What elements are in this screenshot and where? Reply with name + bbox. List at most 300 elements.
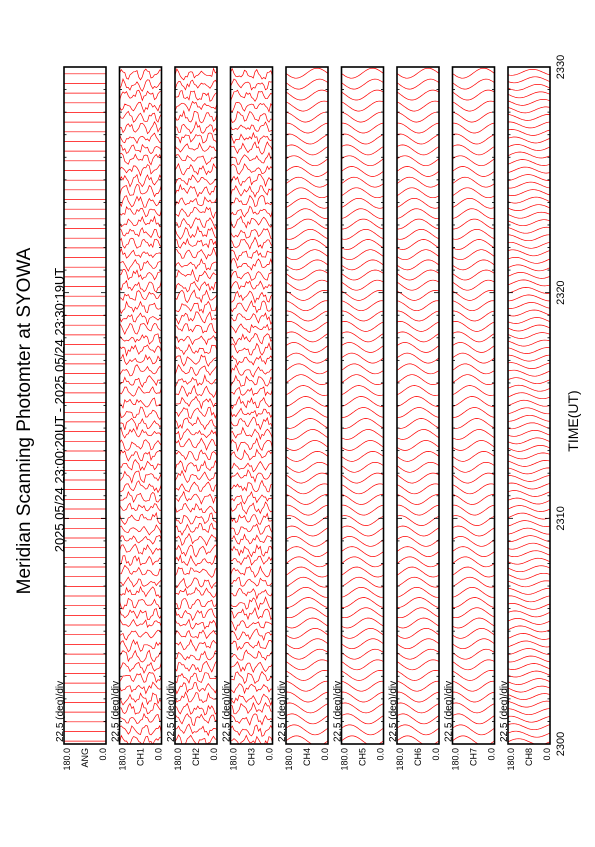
trace-line <box>286 332 328 342</box>
trace-line <box>120 609 162 620</box>
trace-line <box>231 650 273 660</box>
trace-line <box>120 376 162 387</box>
trace-line <box>453 386 495 396</box>
trace-line <box>120 145 162 154</box>
trace-line <box>286 188 328 198</box>
trace-line <box>508 295 550 301</box>
trace-line <box>231 439 273 451</box>
trace-line <box>453 587 495 597</box>
trace-line <box>397 123 439 133</box>
trace-line <box>342 495 384 505</box>
trace-line <box>120 260 162 271</box>
trace-line <box>342 547 384 557</box>
trace-line <box>175 504 217 513</box>
trace-line <box>286 598 328 608</box>
trace-line <box>286 462 328 472</box>
trace-line <box>342 321 384 331</box>
trace-line <box>120 90 162 101</box>
trace-line <box>231 324 273 333</box>
trace-line <box>286 495 328 505</box>
trace-line <box>175 375 217 387</box>
trace-line <box>342 188 384 198</box>
trace-line <box>175 386 217 398</box>
trace-line <box>397 419 439 429</box>
trace-line <box>508 333 550 339</box>
trace-line <box>508 491 550 497</box>
trace-line <box>120 460 162 471</box>
trace-line <box>342 198 384 208</box>
y-bottom-label: 0.0 <box>209 748 219 761</box>
trace-line <box>286 639 328 649</box>
trace-line <box>397 219 439 229</box>
trace-line <box>342 167 384 177</box>
trace-line <box>397 311 439 321</box>
trace-line <box>120 535 162 544</box>
trace-line <box>231 301 273 313</box>
trace-line <box>342 671 384 681</box>
trace-line <box>453 628 495 638</box>
panel-ch3 <box>222 67 275 771</box>
trace-line <box>231 175 273 187</box>
trace-line <box>342 505 384 515</box>
trace-line <box>397 587 439 597</box>
trace-line <box>175 692 217 702</box>
trace-line <box>508 250 550 256</box>
trace-line <box>453 505 495 515</box>
trace-line <box>508 528 550 534</box>
trace-line <box>120 207 162 217</box>
trace-line <box>508 506 550 512</box>
trace-line <box>175 534 217 546</box>
trace-line <box>286 608 328 618</box>
trace-line <box>175 704 217 715</box>
trace-line <box>175 197 217 207</box>
trace-line <box>175 218 217 229</box>
channel-label: CH5 <box>357 748 368 767</box>
trace-line <box>286 209 328 219</box>
trace-line <box>175 345 217 355</box>
trace-line <box>120 672 162 682</box>
trace-line <box>342 250 384 260</box>
trace-line <box>120 577 162 587</box>
trace-line <box>286 123 328 133</box>
trace-line <box>508 152 550 158</box>
trace-line <box>175 599 217 610</box>
trace-line <box>231 271 273 280</box>
y-bottom-label: 0.0 <box>431 748 441 761</box>
trace-line <box>286 301 328 311</box>
trace-line <box>120 618 162 627</box>
trace-line <box>342 343 384 353</box>
trace-line <box>175 69 217 80</box>
trace-line <box>397 90 439 100</box>
trace-line <box>508 363 550 369</box>
trace-line <box>453 703 495 713</box>
trace-line <box>286 311 328 321</box>
panel-traces <box>175 69 217 746</box>
trace-line <box>397 681 439 691</box>
panel-frame <box>120 67 162 744</box>
trace-line <box>453 419 495 429</box>
trace-line <box>175 207 217 218</box>
trace-line <box>508 355 550 361</box>
trace-line <box>175 365 217 376</box>
trace-line <box>231 608 273 619</box>
trace-line <box>286 240 328 250</box>
trace-line <box>342 577 384 587</box>
trace-line <box>453 639 495 649</box>
trace-line <box>342 516 384 526</box>
trace-line <box>175 175 217 185</box>
trace-line <box>453 290 495 300</box>
trace-line <box>397 547 439 557</box>
trace-line <box>453 79 495 89</box>
trace-line <box>231 703 273 714</box>
trace-line <box>120 313 162 324</box>
trace-line <box>342 209 384 219</box>
scale-label: 22.5 (deg)/div <box>499 680 510 742</box>
trace-line <box>120 503 162 511</box>
trace-line <box>231 620 273 630</box>
trace-line <box>175 80 217 90</box>
trace-line <box>286 408 328 418</box>
trace-line <box>286 198 328 208</box>
panel-ch6 <box>388 67 441 771</box>
trace-line <box>397 68 439 78</box>
trace-line <box>508 408 550 414</box>
x-tick-label: 2300 <box>555 731 567 757</box>
trace-line <box>453 608 495 618</box>
trace-line <box>231 514 273 525</box>
trace-line <box>508 175 550 181</box>
trace-line <box>286 375 328 385</box>
channel-label: CH2 <box>191 748 201 767</box>
trace-line <box>342 397 384 407</box>
trace-line <box>342 240 384 250</box>
trace-line <box>175 545 217 557</box>
scale-label: 22.5 (deg)/div <box>221 680 233 742</box>
scale-label: 22.5 (deg)/div <box>55 680 66 742</box>
trace-line <box>175 578 217 588</box>
trace-line <box>175 513 217 524</box>
trace-line <box>397 628 439 638</box>
scale-label: 22.5 (deg)/div <box>443 680 455 742</box>
trace-line <box>342 177 384 187</box>
trace-line <box>508 445 550 451</box>
trace-line <box>397 516 439 526</box>
trace-line <box>286 547 328 557</box>
trace-line <box>397 598 439 608</box>
trace-line <box>453 451 495 461</box>
trace-line <box>342 714 384 724</box>
trace-line <box>508 686 550 692</box>
trace-line <box>508 287 550 293</box>
trace-line <box>453 649 495 659</box>
trace-line <box>342 280 384 290</box>
trace-line <box>508 618 550 624</box>
trace-line <box>286 484 328 494</box>
trace-line <box>397 714 439 724</box>
trace-line <box>286 660 328 670</box>
trace-line <box>342 123 384 133</box>
trace-line <box>397 156 439 166</box>
trace-line <box>453 260 495 270</box>
trace-line <box>397 557 439 567</box>
trace-line <box>231 387 273 396</box>
trace-line <box>397 639 439 649</box>
trace-line <box>175 461 217 472</box>
trace-line <box>397 188 439 198</box>
panel-ch7 <box>444 67 497 771</box>
trace-line <box>342 419 384 429</box>
trace-line <box>342 68 384 78</box>
trace-line <box>397 725 439 735</box>
trace-line <box>453 495 495 505</box>
trace-line <box>120 102 162 112</box>
trace-line <box>453 397 495 407</box>
trace-line <box>175 640 217 651</box>
panel-traces <box>508 69 550 744</box>
trace-line <box>175 619 217 630</box>
trace-line <box>508 310 550 316</box>
trace-line <box>120 428 162 438</box>
trace-line <box>120 69 162 80</box>
trace-line <box>342 692 384 702</box>
trace-line <box>175 407 217 418</box>
trace-line <box>397 167 439 177</box>
channel-label: CH6 <box>413 748 423 767</box>
trace-line <box>397 101 439 111</box>
trace-line <box>508 430 550 436</box>
trace-line <box>175 301 217 312</box>
y-top-label: 180.0 <box>450 748 461 771</box>
trace-line <box>175 492 217 504</box>
trace-line <box>120 228 162 238</box>
trace-line <box>120 196 162 208</box>
trace-line <box>120 662 162 673</box>
trace-line <box>231 588 273 598</box>
trace-line <box>508 137 550 143</box>
trace-line <box>508 182 550 188</box>
scale-label: 22.5 (deg)/div <box>332 680 344 742</box>
y-top-label: 180.0 <box>228 748 239 771</box>
trace-line <box>175 417 217 429</box>
trace-line <box>342 332 384 342</box>
trace-line <box>120 450 162 461</box>
trace-line <box>175 482 217 492</box>
trace-line <box>508 378 550 384</box>
trace-line <box>286 219 328 229</box>
trace-line <box>508 415 550 421</box>
trace-line <box>508 468 550 474</box>
trace-line <box>286 451 328 461</box>
trace-line <box>231 164 273 175</box>
trace-line <box>231 186 273 197</box>
trace-line <box>286 343 328 353</box>
trace-line <box>231 112 273 123</box>
trace-line <box>342 628 384 638</box>
trace-line <box>231 492 273 504</box>
trace-line <box>231 250 273 260</box>
trace-line <box>120 238 162 248</box>
trace-line <box>508 438 550 444</box>
trace-line <box>231 133 273 144</box>
trace-line <box>397 703 439 713</box>
trace-line <box>453 240 495 250</box>
trace-line <box>231 356 273 365</box>
trace-line <box>342 430 384 440</box>
trace-line <box>397 343 439 353</box>
trace-line <box>508 498 550 504</box>
trace-line <box>508 551 550 557</box>
trace-line <box>397 375 439 385</box>
trace-line <box>453 408 495 418</box>
trace-line <box>231 502 273 514</box>
trace-line <box>508 84 550 90</box>
trace-line <box>286 68 328 78</box>
trace-line <box>120 291 162 301</box>
trace-line <box>120 471 162 483</box>
trace-line <box>508 423 550 429</box>
panel-traces <box>286 68 328 746</box>
trace-line <box>120 270 162 280</box>
trace-line <box>175 523 217 535</box>
trace-line <box>286 557 328 567</box>
trace-line <box>397 577 439 587</box>
trace-line <box>453 134 495 144</box>
y-top-label: 180.0 <box>117 748 128 771</box>
trace-line <box>231 408 273 417</box>
trace-line <box>453 598 495 608</box>
trace-line <box>453 332 495 342</box>
trace-line <box>286 386 328 396</box>
trace-line <box>231 365 273 377</box>
trace-line <box>120 556 162 566</box>
trace-line <box>397 408 439 418</box>
trace-line <box>508 694 550 700</box>
panel-frame <box>508 67 550 744</box>
trace-line <box>453 484 495 494</box>
trace-line <box>175 102 217 112</box>
trace-line <box>397 608 439 618</box>
trace-line <box>397 451 439 461</box>
trace-line <box>175 661 217 672</box>
panel-traces <box>397 68 439 746</box>
trace-line <box>120 165 162 176</box>
trace-line <box>175 608 217 620</box>
trace-line <box>508 460 550 466</box>
trace-line <box>231 545 273 556</box>
trace-line <box>175 270 217 282</box>
trace-line <box>508 581 550 587</box>
trace-line <box>175 429 217 440</box>
trace-line <box>120 714 162 724</box>
trace-line <box>342 536 384 546</box>
trace-line <box>231 672 273 684</box>
trace-line <box>175 396 217 408</box>
trace-line <box>231 259 273 270</box>
trace-line <box>175 336 217 345</box>
trace-line <box>175 568 217 578</box>
trace-line <box>342 364 384 374</box>
channel-label: ANG <box>80 748 90 768</box>
trace-line <box>231 566 273 577</box>
trace-line <box>397 112 439 122</box>
trace-line <box>231 577 273 586</box>
time-range-label: 2025 05/24 23:00:20UT - 2025 05/24 23:30:19UT <box>52 267 67 553</box>
trace-line <box>397 536 439 546</box>
trace-line <box>231 142 273 154</box>
trace-line <box>342 145 384 155</box>
trace-line <box>342 408 384 418</box>
trace-line <box>508 235 550 241</box>
trace-line <box>120 565 162 576</box>
trace-line <box>175 91 217 102</box>
trace-line <box>453 123 495 133</box>
trace-line <box>120 334 162 344</box>
trace-line <box>120 133 162 143</box>
trace-line <box>175 143 217 152</box>
x-tick-label: 2330 <box>555 54 567 80</box>
trace-line <box>508 190 550 196</box>
trace-line <box>453 671 495 681</box>
trace-line <box>286 536 328 546</box>
trace-line <box>508 393 550 399</box>
y-top-label: 180.0 <box>506 748 516 771</box>
trace-line <box>286 397 328 407</box>
trace-line <box>120 217 162 227</box>
trace-line <box>120 79 162 91</box>
trace-line <box>231 333 273 344</box>
panel-frame <box>64 67 106 744</box>
trace-line <box>453 90 495 100</box>
trace-line <box>508 649 550 655</box>
trace-line <box>120 407 162 419</box>
panel-ch5 <box>333 67 386 771</box>
trace-line <box>342 134 384 144</box>
trace-line <box>342 618 384 628</box>
trace-line <box>175 248 217 259</box>
trace-line <box>397 473 439 483</box>
trace-line <box>508 483 550 489</box>
trace-line <box>286 681 328 691</box>
trace-line <box>342 112 384 122</box>
trace-line <box>175 312 217 324</box>
trace-line <box>286 473 328 483</box>
trace-line <box>175 259 217 270</box>
trace-line <box>231 90 273 101</box>
trace-line <box>453 660 495 670</box>
trace-line <box>120 640 162 652</box>
y-bottom-label: 0.0 <box>542 748 552 761</box>
trace-line <box>453 343 495 353</box>
trace-line <box>508 160 550 166</box>
channel-label: CH4 <box>302 748 312 767</box>
trace-line <box>453 618 495 628</box>
trace-line <box>120 398 162 408</box>
trace-line <box>397 198 439 208</box>
trace-line <box>342 598 384 608</box>
trace-line <box>120 544 162 554</box>
trace-line <box>508 370 550 376</box>
trace-line <box>453 301 495 311</box>
trace-line <box>175 290 217 302</box>
trace-line <box>175 724 217 735</box>
y-top-label: 180.0 <box>395 748 405 771</box>
panel-ch4 <box>277 67 330 771</box>
channel-label: CH7 <box>468 748 479 767</box>
trace-line <box>120 184 162 197</box>
